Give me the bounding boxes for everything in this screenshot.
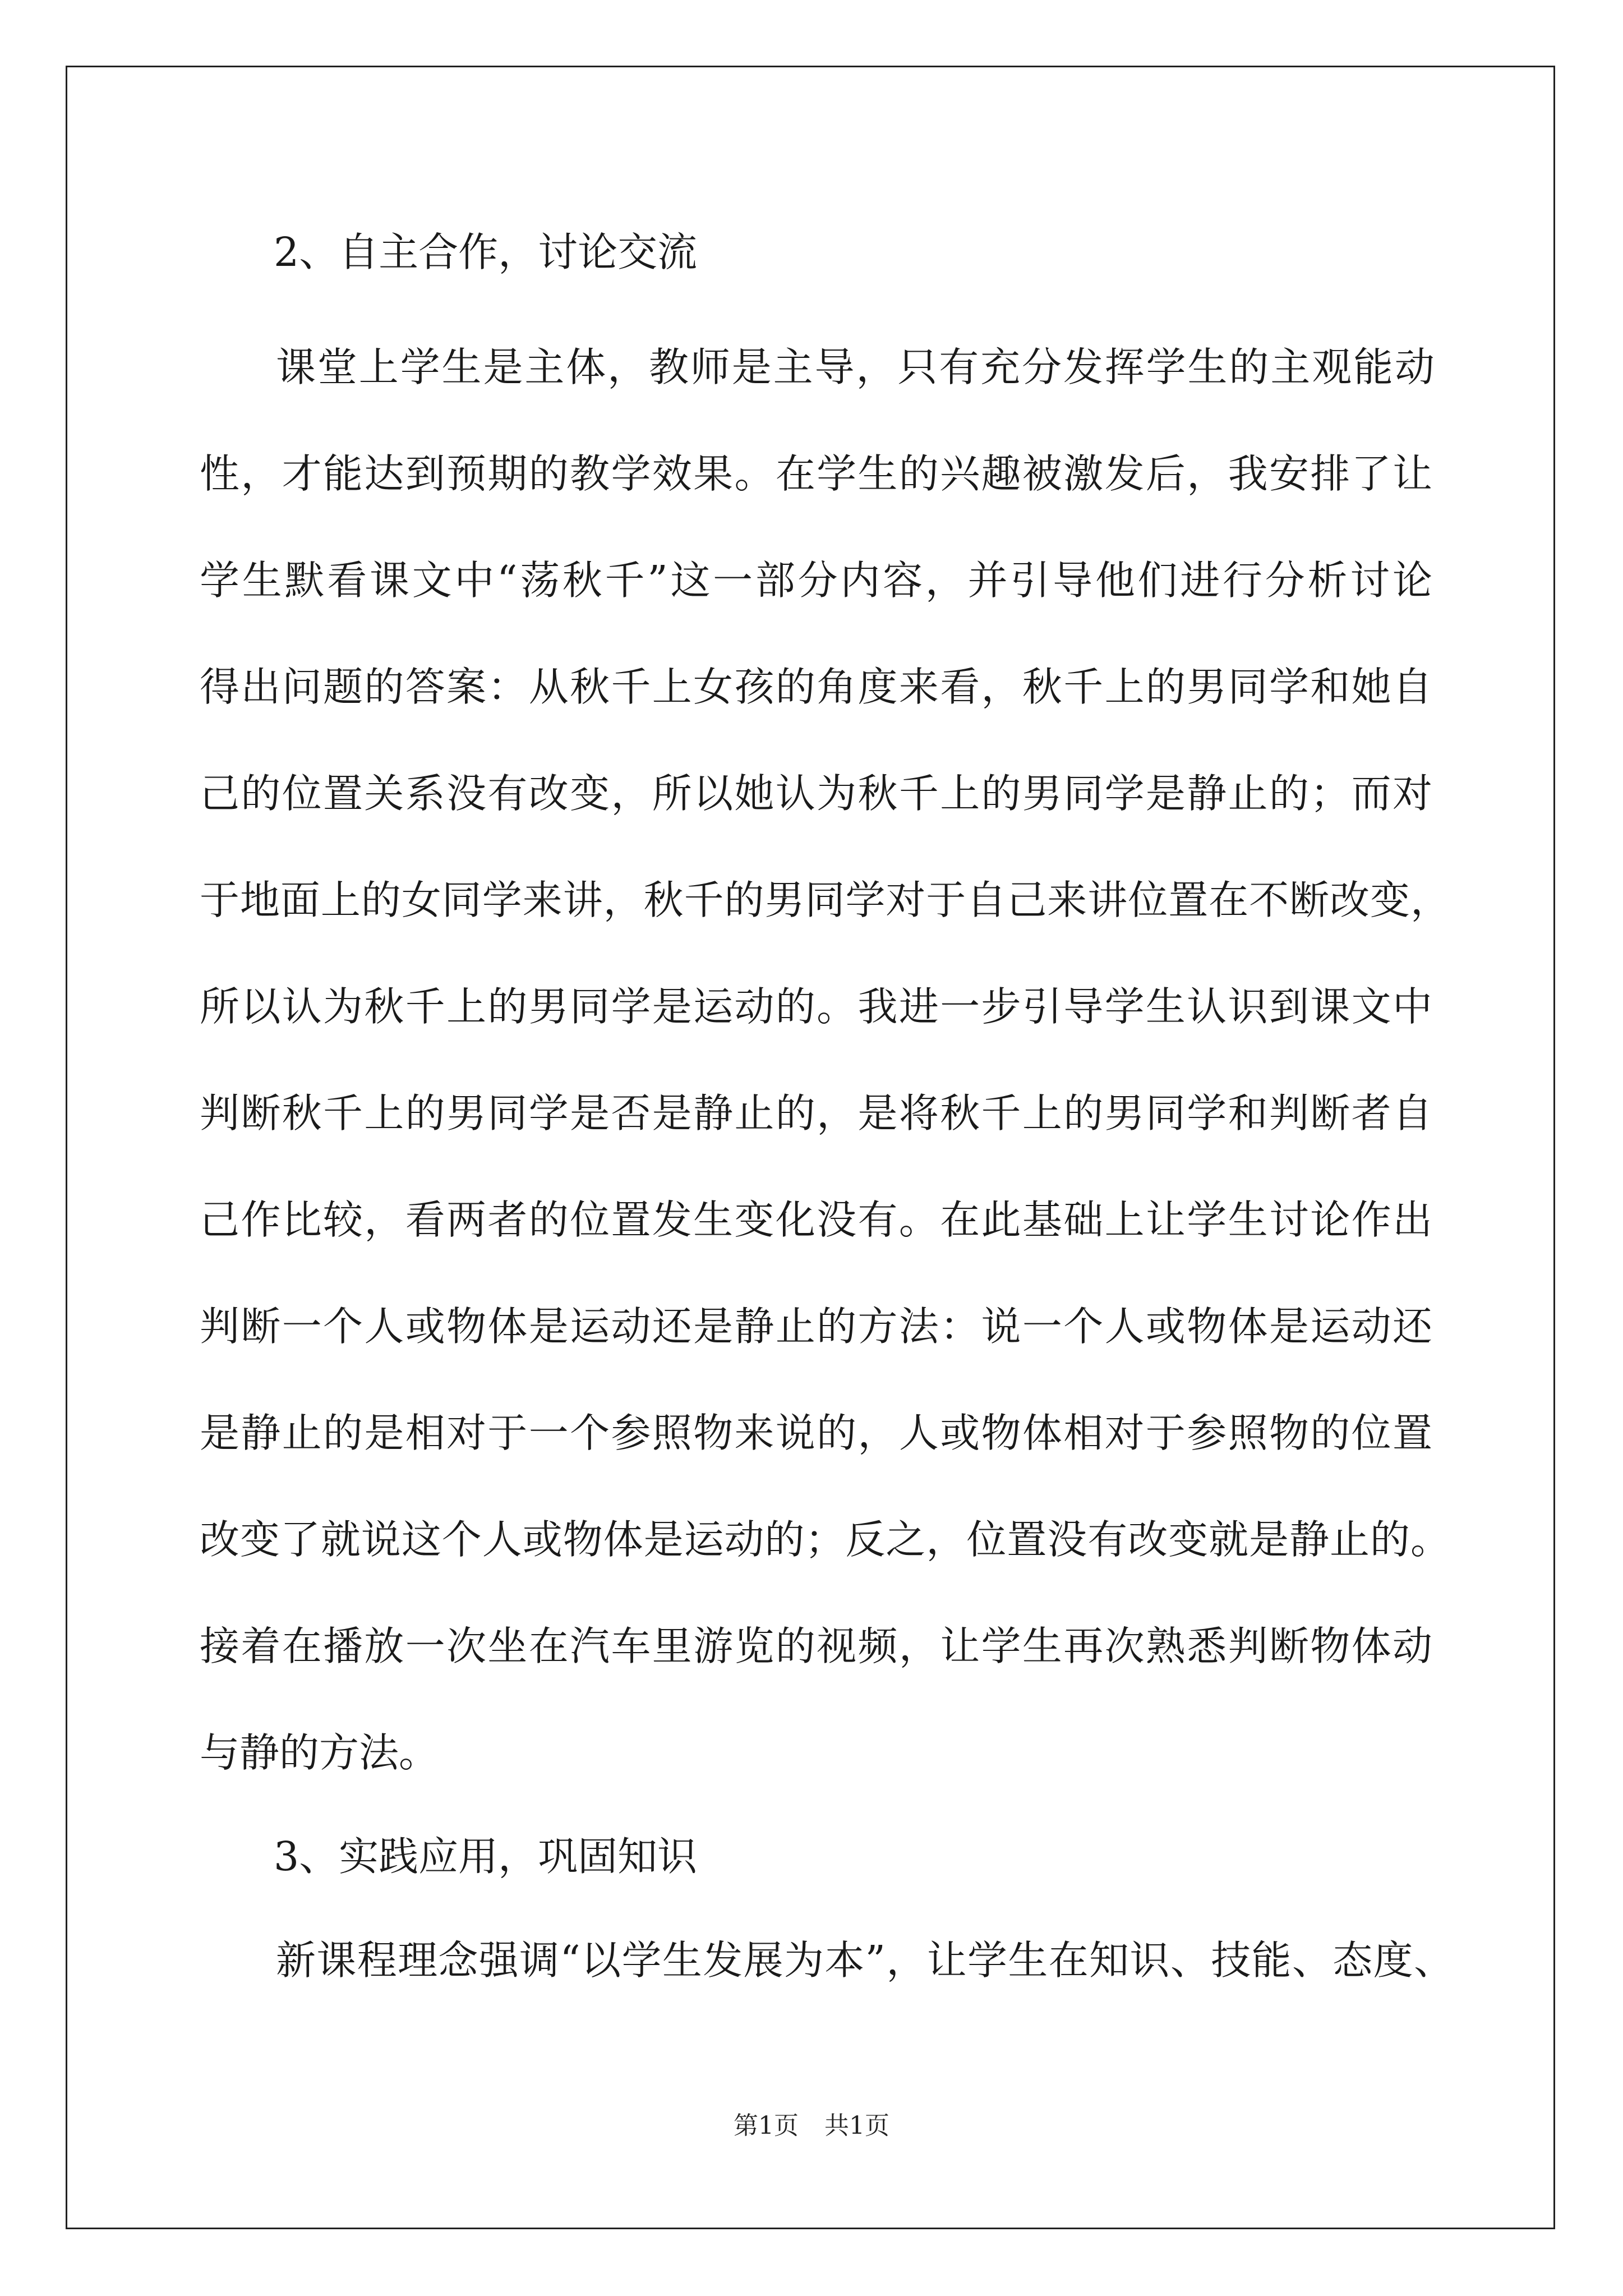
paragraph-line: 接着在播放一次坐在汽车里游览的视频，让学生再次熟悉判断物体动: [200, 1623, 1432, 1669]
section-heading: 3、实践应用，巩固知识: [274, 1833, 698, 1880]
paragraph-line: 于地面上的女同学来讲，秋千的男同学对于自己来讲位置在不断改变，: [200, 877, 1450, 923]
paragraph-line: 学生默看课文中“荡秋千”这一部分内容，并引导他们进行分析讨论: [200, 557, 1432, 604]
section-heading: 2、自主合作，讨论交流: [274, 229, 698, 275]
paragraph-line: 性，才能达到预期的教学效果。在学生的兴趣被激发后，我安排了让: [200, 450, 1432, 497]
paragraph-line: 是静止的是相对于一个参照物来说的，人或物体相对于参照物的位置: [200, 1410, 1432, 1456]
page-total: 共1页: [824, 2111, 889, 2140]
paragraph-line: 己的位置关系没有改变，所以她认为秋千上的男同学是静止的；而对: [200, 770, 1432, 817]
page-footer: [0, 2109, 1623, 2143]
paragraph-line: 判断秋千上的男同学是否是静止的，是将秋千上的男同学和判断者自: [200, 1090, 1432, 1137]
page-number: 第1页: [734, 2111, 799, 2140]
paragraph-line: 课堂上学生是主体，教师是主导，只有充分发挥学生的主观能动: [276, 344, 1435, 390]
paragraph-line: 改变了就说这个人或物体是运动的；反之，位置没有改变就是静止的。: [200, 1516, 1450, 1563]
paragraph-line: 己作比较，看两者的位置发生变化没有。在此基础上让学生讨论作出: [200, 1197, 1432, 1243]
paragraph-line: 新课程理念强调“以学生发展为本”，让学生在知识、技能、态度、: [276, 1937, 1454, 1984]
paragraph-line: 得出问题的答案：从秋千上女孩的角度来看，秋千上的男同学和她自: [200, 664, 1432, 710]
paragraph-line: 判断一个人或物体是运动还是静止的方法：说一个人或物体是运动还: [200, 1303, 1432, 1350]
paragraph-line: 与静的方法。: [200, 1729, 439, 1776]
paragraph-line: 所以认为秋千上的男同学是运动的。我进一步引导学生认识到课文中: [200, 983, 1432, 1030]
